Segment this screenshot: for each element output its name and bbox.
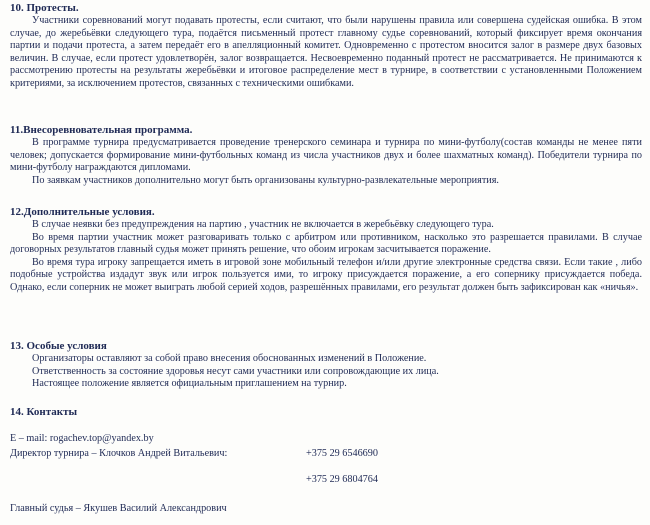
section-extra-program <box>10 124 642 187</box>
paragraph: Во время партии участник может разговаривать только с арбитром или противником, насколько это разрешается правилами. В случае договорных результатов главный судья может принять решение, что обоим игрокам засчитывается поражение. <box>10 231 642 256</box>
section-title: 11.Внесоревновательная программа. <box>10 124 193 136</box>
section-title: 10. Протесты. <box>10 2 79 14</box>
section-title: 14. Контакты <box>10 406 78 418</box>
paragraph: В программе турнира предусматривается проведение тренерского семинара и турнира по мини-футболу(состав команды не менее пяти человек; допускается формирование мини-футбольных команд из числа участников двух и более шахматных команд). Победители турнира по мини-футболу награждаются дипломами. <box>10 137 642 174</box>
second-phone: +375 29 6804764 <box>306 474 378 485</box>
section-protests <box>10 2 642 91</box>
paragraph: Организаторы оставляют за собой право внесения обоснованных изменений в Положение. <box>32 353 427 364</box>
section-contacts <box>10 406 642 419</box>
director-phone: +375 29 6546690 <box>306 448 378 459</box>
paragraph: В случае неявки без предупреждения на партию , участник не включается в жеребьёвку следующего тура. <box>32 219 494 230</box>
paragraph: По заявкам участников дополнительно могут быть организованы культурно-развлекательные мероприятия. <box>32 174 499 186</box>
section-special-conditions <box>10 340 642 391</box>
contact-chief-judge: Главный судья – Якушев Василий Александрович <box>10 503 227 514</box>
contact-email: E – mail: rogachev.top@yandex.by <box>10 433 154 444</box>
paragraph: Во время тура игроку запрещается иметь в игровой зоне мобильный телефон и/или другие электронные средства связи. Если такие , либо подобные устройства издадут звук или игрок пользуется ими, то игроку присуждается поражение, а его сопернику присуждается победа. Однако, если соперник не может выиграть любой серией ходов, разрешённых правилами, его результат должен быть зафиксирован как «ничья». <box>10 256 642 293</box>
paragraph: Настоящее положение является официальным приглашением на турнир. <box>32 378 347 390</box>
director-name: Директор турнира – Клочков Андрей Витальевич: <box>10 448 228 459</box>
section-title: 13. Особые условия <box>10 340 107 352</box>
paragraph: Участники соревнований могут подавать протесты, если считают, что были нарушены правила или совершена судейская ошибка. В этом случае, до жеребьёвки следующего тура, подаётся письменный протест главному судье соревнований, который фиксирует время окончания партии и подачи протеста, а затем передаёт его в апелляционный комитет. Одновременно с протестом вносится залог в размере двух базовых величин. В случае, если протест удовлетворён, залог возвращается. Несвоевременно поданный протест не рассматривается. Не принимаются к рассмотрению протесты на результаты жеребьёвки и итоговое распределение мест в турнире, в соответствии с установленными Положением критериями, за исключением протестов, связанных с техническими ошибками. <box>10 15 642 89</box>
paragraph: Ответственность за состояние здоровья несут сами участники или сопровождающие их лица. <box>32 365 439 377</box>
section-additional-conditions <box>10 206 642 295</box>
section-title: 12.Дополнительные условия. <box>10 206 155 218</box>
contact-director-row <box>10 448 640 461</box>
